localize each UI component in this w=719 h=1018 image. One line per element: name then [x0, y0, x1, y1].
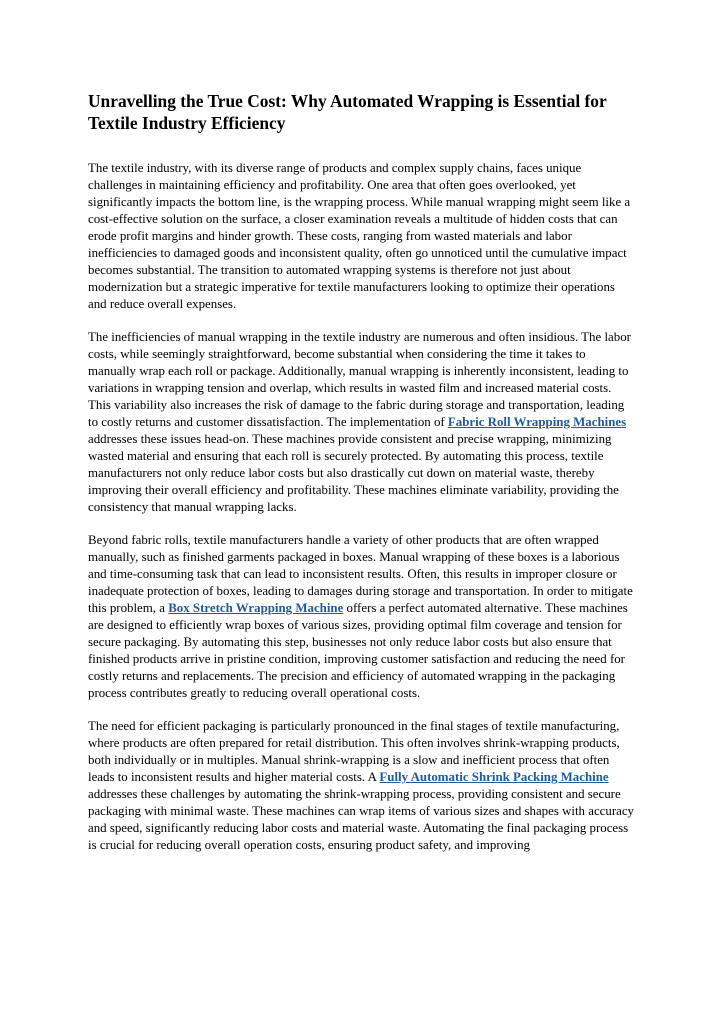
fully-automatic-shrink-packing-machine-link[interactable]: Fully Automatic Shrink Packing Machine [379, 769, 609, 784]
paragraph-3-text-before: Beyond fabric rolls, textile manufacturers handle a variety of other products that are often wrapped manually, such as finished garments packaged in boxes. Manual wrapping of these boxes is a laborious and time-consuming task that can lead to inconsistent results. Often, this results in improper closure or inadequate protection of boxes, leading to damages during storage and transportation. In order to mitigate this problem, a [88, 533, 633, 615]
box-stretch-wrapping-machine-link[interactable]: Box Stretch Wrapping Machine [168, 600, 344, 615]
paragraph-1-text: The textile industry, with its diverse range of products and complex supply chains, faces unique challenges in maintaining efficiency and profitability. One area that often goes overlooked, yet significantly impacts the bottom line, is the wrapping process. While manual wrapping might seem like a cost-effective solution on the surface, a closer examination reveals a multitude of hidden costs that can erode profit margins and hinder growth. These costs, ranging from wasted materials and labor inefficiencies to damaged goods and inconsistent quality, often go unnoticed until the cumulative impact becomes substantial. The transition to automated wrapping systems is therefore not just about modernization but a strategic imperative for textile manufacturers looking to optimize their operations and reduce overall expenses. [88, 161, 631, 311]
paragraph-1 [88, 160, 634, 313]
paragraph-4-text-before: The need for efficient packaging is particularly pronounced in the final stages of textile manufacturing, where products are often prepared for retail distribution. This often involves shrink-wrapping products, both individually or in multiples. Manual shrink-wrapping is a slow and inefficient process that often leads to inconsistent results and higher material costs. A [88, 719, 620, 784]
paragraph-2-text-after: addresses these issues head-on. These machines provide consistent and precise wrapping, minimizing wasted material and ensuring that each roll is securely protected. By automating this process, textile manufacturers not only reduce labor costs but also drastically cut down on material waste, thereby improving their overall efficiency and profitability. These machines eliminate variability, providing the consistency that manual wrapping lacks. [88, 431, 619, 514]
article [88, 90, 634, 870]
article-title: Unravelling the True Cost: Why Automated Wrapping is Essential for Textile Industry Efficiency [88, 91, 607, 133]
paragraph-3-text-after: offers a perfect automated alternative. These machines are designed to efficiently wrap boxes of various sizes, providing optimal film coverage and tension for secure packaging. By automating this step, businesses not only reduce labor costs but also ensure that finished products arrive in pristine condition, improving customer satisfaction and reducing the need for costly returns and replacements. The precision and efficiency of automated wrapping in the packaging process contributes greatly to reducing overall operational costs. [88, 600, 628, 700]
paragraph-2-text-before: The inefficiencies of manual wrapping in the textile industry are numerous and often insidious. The labor costs, while seemingly straightforward, become substantial when considering the time it takes to manually wrap each roll or package. Additionally, manual wrapping is inherently inconsistent, leading to variations in wrapping tension and overlap, which results in wasted film and increased material costs. This variability also increases the risk of damage to the fabric during storage and transportation, leading to costly returns and customer dissatisfaction. The implementation of [88, 330, 631, 429]
paragraph-4 [88, 718, 634, 854]
paragraph-2 [88, 329, 634, 515]
paragraph-4-text-after: addresses these challenges by automating the shrink-wrapping process, providing consistent and secure packaging with minimal waste. These machines can wrap items of various sizes and shapes with accuracy and speed, significantly reducing labor costs and material waste. Automating the final packaging process is crucial for reducing overall operation costs, ensuring product safety, and improving [88, 786, 635, 852]
fabric-roll-wrapping-machines-link[interactable]: Fabric Roll Wrapping Machines [447, 414, 627, 429]
paragraph-3 [88, 532, 634, 702]
